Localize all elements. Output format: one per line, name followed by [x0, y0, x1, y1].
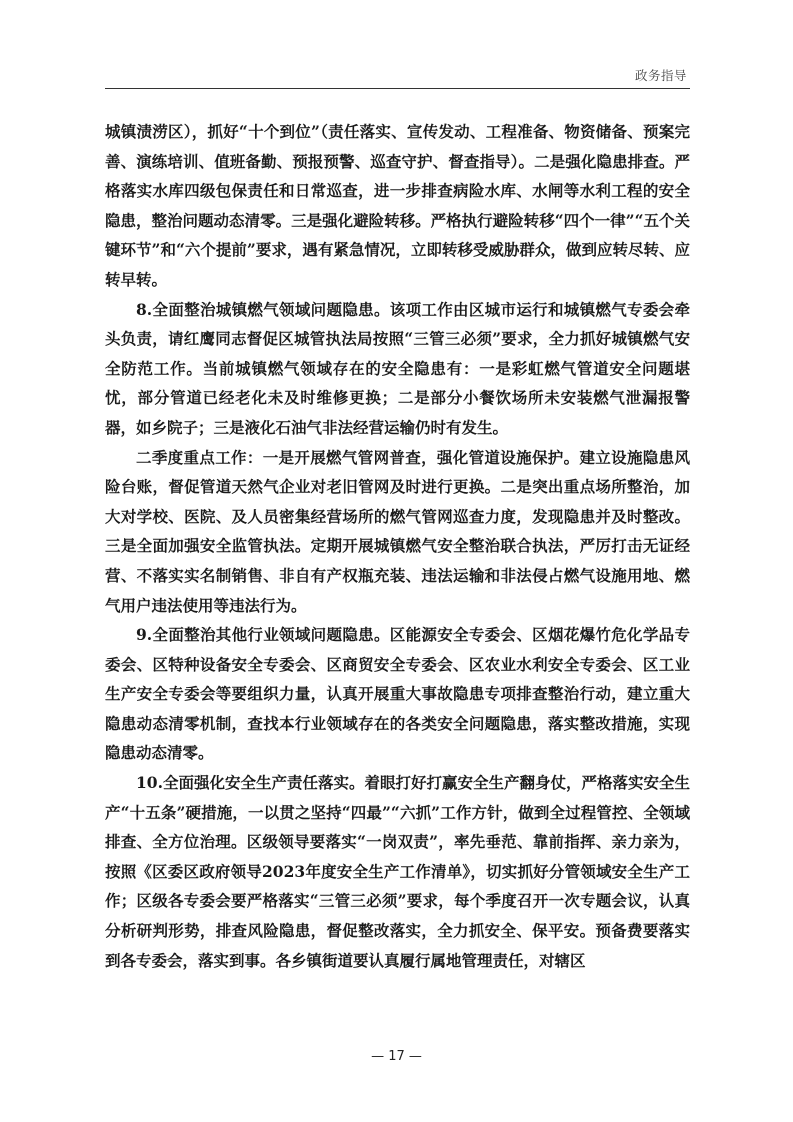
paragraph-item-8: 8.全面整治城镇燃气领域问题隐患。该项工作由区城市运行和城镇燃气专委会牵头负责，请红鹰同志督促区城管执法局按照“三管三必须”要求，全力抓好城镇燃气安全防范工作。当前城镇燃气领域存在的安全隐患有：一是彩虹燃气管道安全问题堪忧，部分管道已经老化未及时维修更换；二是部分小餐饮场所未安装燃气泄漏报警器，如乡院子；三是液化石油气非法经营运输仍时有发生。: [105, 299, 690, 437]
paragraph-item-9: 9.全面整治其他行业领域问题隐患。区能源安全专委会、区烟花爆竹危化学品专委会、区特种设备安全专委会、区商贸安全专委会、区农业水利安全专委会、区工业生产安全专委会等要组织力量，认真开展重大事故隐患专项排查整治行动，建立重大隐患动态清零机制，查找本行业领域存在的各类安全问题隐患，落实整改措施，实现隐患动态清零。: [105, 625, 690, 763]
header-divider: [105, 88, 690, 89]
paragraph-q2-priorities: 二季度重点工作：一是开展燃气管网普查，强化管道设施保护。建立设施隐患风险台账，督促管道天然气企业对老旧管网及时进行更换。二是突出重点场所整治，加大对学校、医院、及人员密集经营场所的燃气管网巡查力度，发现隐患并及时整改。三是全面加强安全监管执法。定期开展城镇燃气安全整治联合执法，严厉打击无证经营、不落实实名制销售、非自有产权瓶充装、违法运输和非法侵占燃气设施用地、燃气用户违法使用等违法行为。: [105, 447, 690, 615]
paragraph-item-10: 10.全面强化安全生产责任落实。着眼打好打赢安全生产翻身仗，严格落实安全生产“十五条”硬措施，一以贯之坚持“四最”“六抓”工作方针，做到全过程管控、全领域排查、全方位治理。区级领导要落实“一岗双责”，率先垂范、靠前指挥、亲力亲为，按照《区委区政府领导2023年度安全生产工作清单》，切实抓好分管领域安全生产工作；区级各专委会要严格落实“三管三必须”要求，每个季度召开一次专题会议，认真分析研判形势，排查风险隐患，督促整改落实，全力抓安全、保平安。预备费要落实到各专委会，落实到事。各乡镇街道要认真履行属地管理责任，对辖区: [105, 773, 690, 970]
section-header-label: 政务指导: [634, 68, 687, 83]
page-number: — 17 —: [371, 1049, 422, 1064]
document-body: [105, 117, 690, 975]
paragraph-continuation: 城镇渍涝区），抓好“十个到位”（责任落实、宣传发动、工程准备、物资储备、预案完善、演练培训、值班备勤、预报预警、巡查守护、督查指导）。二是强化隐患排查。严格落实水库四级包保责任和日常巡查，进一步排查病险水库、水闸等水利工程的安全隐患，整治问题动态清零。三是强化避险转移。严格执行避险转移“四个一律”“五个关键环节”和“六个提前”要求，遇有紧急情况，立即转移受威胁群众，做到应转尽转、应转早转。: [105, 122, 690, 289]
